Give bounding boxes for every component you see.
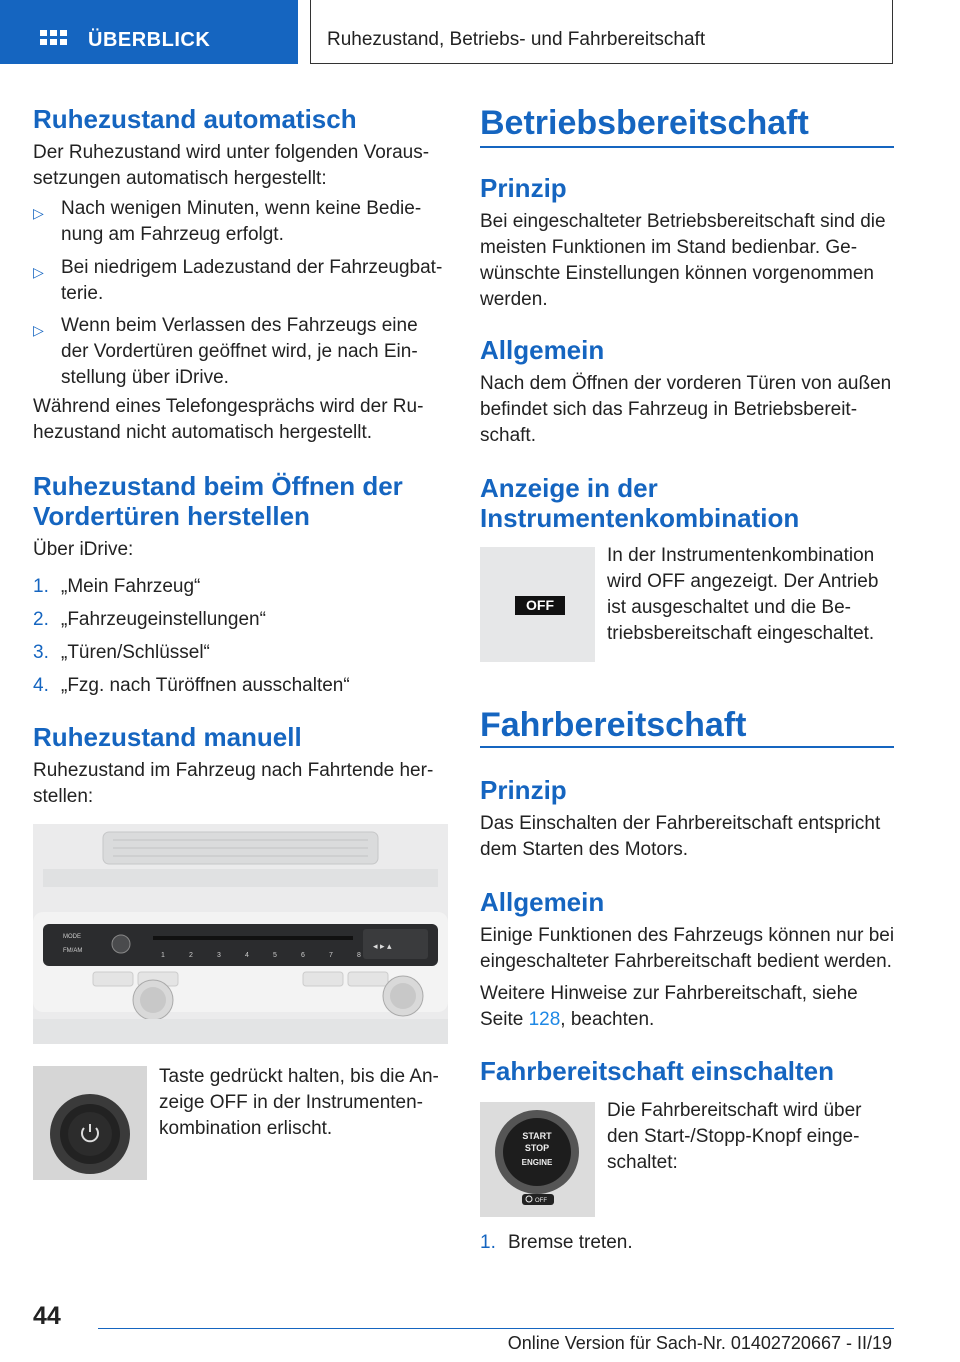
heading-anzeige: Anzeige in der Instrumentenkombination xyxy=(480,473,800,533)
heading-fahrbereitschaft: Fahrbereitschaft xyxy=(480,706,747,744)
heading-prinzip: Prinzip xyxy=(480,775,567,805)
nav-overview-label: ÜBERBLICK xyxy=(88,29,211,51)
paragraph-s3-intro: Ruhezustand im Fahrzeug nach Fahrtende her- stellen: xyxy=(33,760,434,807)
heading-rule xyxy=(480,746,894,748)
fm-am-label: FM/AM xyxy=(63,948,83,954)
heading-ruhezustand-automatisch: Ruhezustand automatisch xyxy=(33,104,357,134)
paragraph-prinzip2: Das Einschalten der Fahrbereitschaft entspricht dem Starten des Motors. xyxy=(480,813,881,860)
paragraph-hint: Weitere Hinweise zur Fahrbereitschaft, siehe Seite 128, beachten. xyxy=(480,983,858,1030)
list-item: 4. „Fzg. nach Türöffnen ausschalten“ xyxy=(33,675,350,696)
heading-prinzip: Prinzip xyxy=(480,173,567,203)
svg-text:5: 5 xyxy=(273,952,277,959)
list-item: 2. „Fahrzeugeinstellungen“ xyxy=(33,609,266,630)
list-item: 3. „Türen/Schlüssel“ xyxy=(33,642,210,663)
paragraph-s1-intro: Der Ruhezustand wird unter folgenden Voraus- setzungen automatisch hergestellt: xyxy=(33,142,430,189)
heading-fahrbereitschaft-einschalten: Fahrbereitschaft einschalten xyxy=(480,1056,834,1086)
paragraph-einschalten: Die Fahrbereitschaft wird über den Start-/Stopp-Knopf einge- schaltet: xyxy=(607,1100,862,1173)
knob-start-text: START xyxy=(522,1131,552,1141)
triangle-bullet-icon: ▷ xyxy=(33,264,44,280)
paragraph-allgemein2: Einige Funktionen des Fahrzeugs können nur bei eingeschalteter Fahrbereitschaft bedient werden. xyxy=(480,925,895,972)
grid-menu-icon xyxy=(40,30,67,52)
footer-rule xyxy=(98,1328,894,1329)
svg-text:6: 6 xyxy=(301,952,305,959)
svg-text:8: 8 xyxy=(357,952,361,959)
paragraph-anzeige: In der Instrumentenkombination wird OFF angezeigt. Der Antrieb ist ausgeschaltet und die Be- triebsbereitschaft eingeschaltet. xyxy=(607,545,879,644)
heading-allgemein: Allgemein xyxy=(480,335,605,365)
power-button-icon xyxy=(112,935,130,953)
paragraph-prinzip1: Bei eingeschalteter Betriebsbereitschaft sind die meisten Funktionen im Stand bedienbar. Ge- wünschte Einstellungen können vorgenommen werden. xyxy=(480,211,886,310)
heading-ruhezustand-manuell: Ruhezustand manuell xyxy=(33,722,302,752)
triangle-bullet-icon: ▷ xyxy=(33,322,44,338)
knob-off-text: OFF xyxy=(535,1198,547,1204)
mode-label: MODE xyxy=(63,934,81,940)
list-item: ▷ Bei niedrigem Ladezustand der Fahrzeugbat- terie. xyxy=(33,257,443,304)
knob-engine-text: ENGINE xyxy=(521,1158,553,1167)
knob-stop-text: STOP xyxy=(524,1143,550,1153)
power-knob-image xyxy=(33,1066,147,1180)
svg-text:3: 3 xyxy=(217,952,221,959)
paragraph-s1-outro: Während eines Telefongesprächs wird der Ru- hezustand nicht automatisch hergestellt. xyxy=(33,396,424,443)
nav-overview-button[interactable] xyxy=(0,0,298,64)
list-item: ▷ Nach wenigen Minuten, wenn keine Bedie- nung am Fahrzeug erfolgt. xyxy=(33,198,422,245)
list-item: ▷ Wenn beim Verlassen des Fahrzeugs eine der Vordertüren geöffnet wird, je nach Ein- stellung über iDrive. xyxy=(33,315,418,388)
svg-text:1: 1 xyxy=(161,952,165,959)
radio-console-image xyxy=(33,824,448,1044)
svg-text:4: 4 xyxy=(245,952,249,959)
list-item: 1. Bremse treten. xyxy=(480,1232,633,1253)
chapter-title: Ruhezustand, Betriebs- und Fahrbereitschaft xyxy=(327,29,706,50)
footer-online-version: Online Version für Sach-Nr. 01402720667 - II/19 xyxy=(507,1333,892,1353)
heading-betriebsbereitschaft: Betriebsbereitschaft xyxy=(480,104,809,142)
off-badge: OFF xyxy=(515,596,565,615)
heading-allgemein: Allgemein xyxy=(480,887,605,917)
heading-ruhezustand-oeffnen: Ruhezustand beim Öffnen der Vordertüren herstellen xyxy=(33,471,403,531)
svg-text:7: 7 xyxy=(329,952,333,959)
heading-rule xyxy=(480,146,894,148)
start-stop-knob-image xyxy=(480,1102,595,1217)
list-item: 1. „Mein Fahrzeug“ xyxy=(33,576,201,597)
svg-text:2: 2 xyxy=(189,952,193,959)
svg-text:◂ ▸ ▴: ◂ ▸ ▴ xyxy=(373,941,392,951)
caption-knob: Taste gedrückt halten, bis die An- zeige OFF in der Instrumenten- kombination erlischt. xyxy=(159,1066,439,1139)
off-display-image xyxy=(480,547,595,662)
chapter-title-box xyxy=(310,0,893,64)
paragraph-s2-intro: Über iDrive: xyxy=(33,539,134,560)
paragraph-allgemein1: Nach dem Öffnen der vorderen Türen von außen befindet sich das Fahrzeug in Betriebsbereit- schaft. xyxy=(480,373,892,446)
page-link-128[interactable]: 128 xyxy=(528,1009,561,1030)
page-number: 44 xyxy=(33,1302,61,1330)
triangle-bullet-icon: ▷ xyxy=(33,205,44,221)
